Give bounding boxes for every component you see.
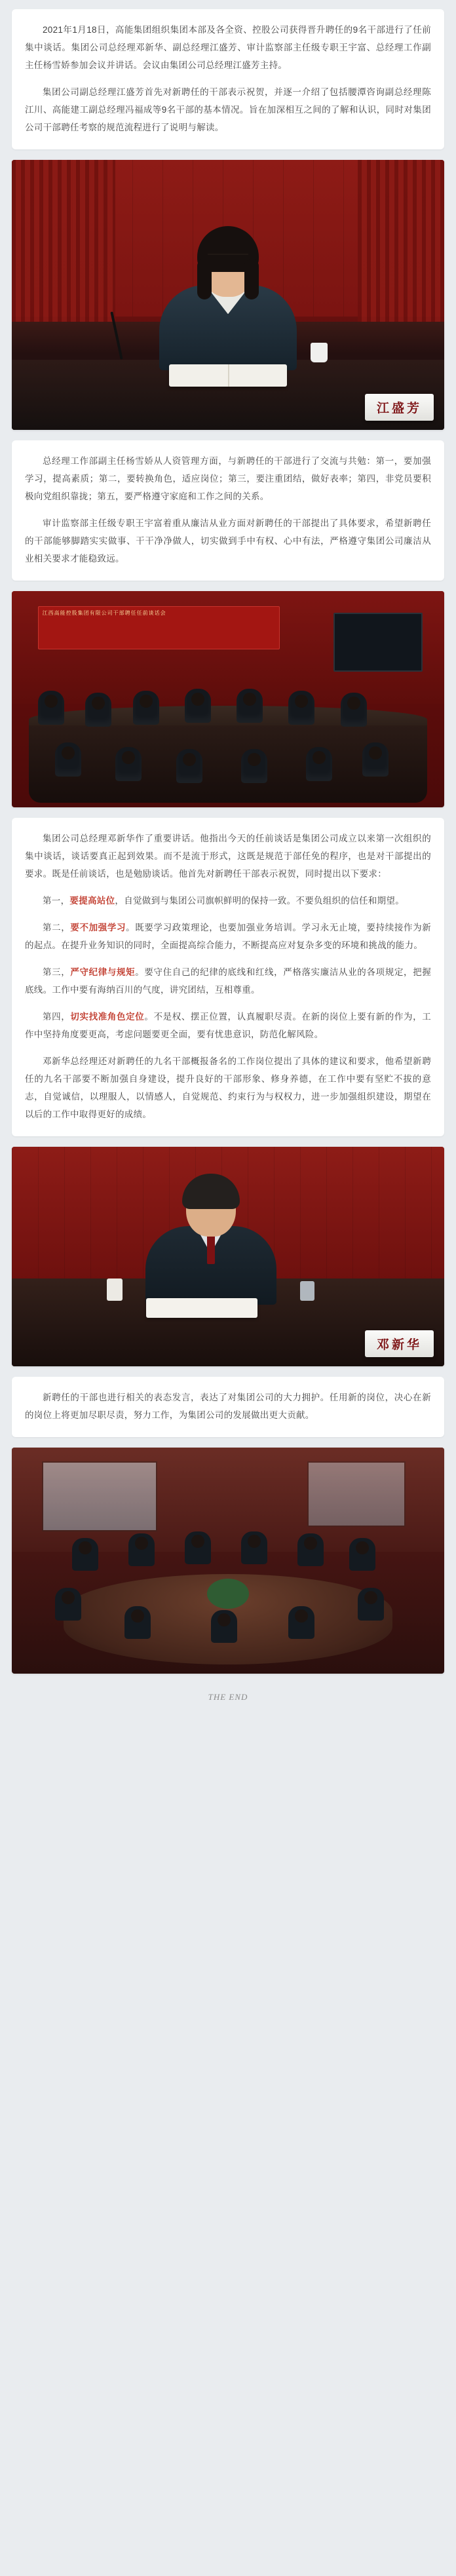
seated-person [85,693,111,727]
list-body: 。要守住自己的纪律的底线和红线，严格落实廉洁从业的各项规定，把握底线。工作中要有海纳百川的气度，讲究团结，互相尊重。 [25,967,431,995]
text-card [12,818,444,1136]
open-notebook [169,364,287,387]
top-spacer [0,0,456,9]
highlight-text: 切实找准角色定位 [70,1012,145,1022]
window-right [307,1461,405,1528]
text-block-closing [12,1377,444,1437]
curtain-left [12,160,115,327]
tea-cup [107,1278,123,1301]
open-notebook [146,1298,257,1318]
list-lead: 第二， [43,923,71,932]
seated-person [185,1531,211,1564]
text-block-hr-and-audit [12,440,444,581]
paragraph-11: 新聘任的干部也进行相关的表态发言，表达了对集团公司的大力拥护。任用新的岗位，决心在新的岗位上将更加尽职尽责，努力工作，为集团公司的发展做出更大贡献。 [25,1393,431,1420]
seated-person-back [362,742,389,777]
paragraph-10: 邓新华总经理还对新聘任的九名干部概报备名的工作岗位提出了具体的建议和要求，他希望新聘任的九名干部要不断加强自身建设，提升良好的干部形象、修身养德，在工作中要有坚贮不拔的意志，自觉诚信，以理服人，以情感人，自觉规范、约束行为与权权力，进一步加强组织建设，期望在以后的工作中取得更好的成绩。 [25,1056,431,1119]
paragraph-8 [25,963,431,999]
text-card [12,9,444,149]
window-left [42,1461,157,1532]
text-card [12,1377,444,1437]
paragraph-4: 审计监察部主任级专职王宇富着重从廉洁从业方面对新聘任的干部提出了具体要求，希望新聘任的干部能够脚踏实实做事、干干净净做人，切实做到手中有权、心中有法，严格遵守集团公司廉洁从业相关要求才能稳致远。 [25,518,431,564]
highlight-text: 要提高站位 [69,896,115,906]
list-body: ，自觉做到与集团公司旗帜鲜明的保持一致。不要负组织的信任和期望。 [115,896,405,906]
nameplate: 邓新华 [365,1330,434,1357]
seated-person [297,1533,324,1566]
wall-screen [333,613,423,672]
table-plant [207,1579,249,1609]
seated-person [241,1531,267,1564]
list-body: 。不是权、摆正位置，认真履职尽责。在新的岗位上要有新的作为，工作中坚持角度要更高，考虑问题要更全面，要有忧患意识，防范化解风险。 [25,1012,431,1039]
list-lead: 第三， [43,967,71,977]
seated-person [349,1538,375,1571]
highlight-text: 严守纪律与规矩 [70,967,136,977]
photo-woman-speaking [12,160,444,430]
photo-conference-room [12,591,444,807]
list-lead: 第四， [43,1012,71,1022]
person-figure [159,223,297,370]
necktie [207,1233,215,1264]
photo-man-speaking [12,1147,444,1366]
tea-cup [311,343,328,362]
water-glass [300,1281,314,1301]
nameplate: 江盛芳 [365,394,434,421]
seated-person [341,693,367,727]
seated-person-back [124,1606,151,1639]
text-block-gm-speech [12,818,444,1136]
seated-person [185,689,211,723]
paragraph-7 [25,919,431,954]
meeting-banner: 江西高能控股集团有限公司干部聘任任前谈话会 [38,606,280,649]
seated-person-back [211,1610,237,1643]
seated-person [237,689,263,723]
seated-person-back [115,747,142,781]
photo-round-table [12,1448,444,1674]
seated-person-back [306,747,332,781]
end-label: THE END [208,1692,248,1702]
list-body: 。既要学习政策理论，也要加强业务培训。学习永无止境，要持续接作为新的起点。在提升业务知识的同时，全面提高综合能力，不断提高应对复杂多变的环境和挑战的能力。 [25,923,431,950]
hair [182,1174,240,1209]
curtain-right [358,160,444,327]
seated-person-back [358,1588,384,1621]
text-block-intro [12,9,444,149]
seated-person-back [288,1606,314,1639]
paragraph-6 [25,892,431,910]
paragraph-1: 2021年1月18日，高能集团组织集团本部及各全资、控股公司获得晋升聘任的9名干部进行了任前集中谈话。集团公司总经理邓新华、副总经理江盛芳、审计监察部主任级专职王宇富、总经理工作副主任杨雪娇参加会议并讲话。会议由集团公司总经理江盛芳主持。 [25,25,431,70]
seated-person-back [241,749,267,783]
paragraph-3: 总经理工作部副主任杨雪娇从人资管理方面，与新聘任的干部进行了交流与共勉：第一，要加强学习，提高素质；第二，要转换角色，适应岗位；第三，要注重团结，做好表率；第四，非党员要积极向党组织靠拢；第五，要严格遵守家庭和工作之间的关系。 [25,456,431,501]
seated-person [38,691,64,725]
list-lead: 第一， [43,896,70,906]
seated-person [128,1533,155,1566]
seated-person-back [55,1588,81,1621]
seated-person-back [176,749,202,783]
paragraph-5: 集团公司总经理邓新华作了重要讲话。他指出今天的任前谈话是集团公司成立以来第一次组织的集中谈话，谈话要真正起到效果。而不是流于形式，这既是规范于部任免的程序，也是对干部提出的要求。既是任前谈话，也是勉励谈话。他首先对新聘任干部表示祝贺，同时提出以下要求： [25,834,431,879]
glasses [208,254,248,265]
person-figure [145,1167,276,1305]
seated-person-back [55,742,81,777]
seated-person [133,691,159,725]
seated-person [72,1538,98,1571]
paragraph-9 [25,1008,431,1043]
paragraph-2: 集团公司副总经理江盛芳首先对新聘任的干部表示祝贺，并逐一介绍了包括腰潭咨询副总经理陈江川、高能建工副总经理冯福成等9名干部的基本情况。旨在加深相互之间的了解和认识，同时对集团公司干部聘任考察的规范流程进行了说明与解读。 [25,87,431,132]
highlight-text: 要不加强学习 [70,923,126,932]
text-card [12,440,444,581]
seated-person [288,691,314,725]
